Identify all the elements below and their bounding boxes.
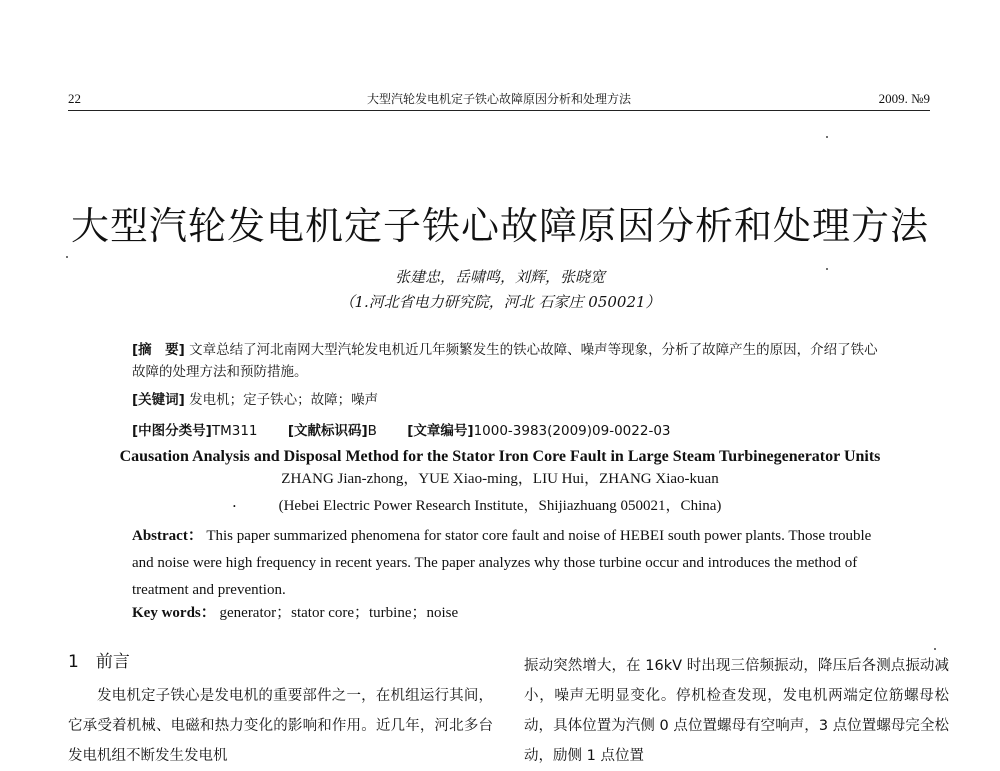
page-number: 22 (68, 91, 81, 106)
affiliation-cn: （1.河北省电力研究院，河北 石家庄 050021） (339, 293, 661, 311)
running-title: 大型汽轮发电机定子铁心故障原因分析和处理方法 (366, 92, 631, 106)
abstract-cn (132, 339, 882, 383)
scan-speck (826, 268, 828, 270)
keywords-cn-label: [关键词] (132, 392, 185, 408)
authors-cn: 张建忠，岳啸鸣，刘辉，张晓宽 (394, 268, 605, 286)
keywords-en (132, 602, 872, 624)
doc-code-value: B (367, 423, 377, 439)
body-column-left: 发电机定子铁心是发电机的重要部件之一，在机组运行其间，它承受着机械、电磁和热力变化的影响和作用。近几年，河北多台发电机组不断发生发电机 (68, 688, 493, 764)
keywords-cn (132, 389, 882, 411)
affiliation-en: (Hebei Electric Power Research Institute，Shijiazhuang 050021，China) (278, 498, 722, 514)
abstract-cn-label: [摘 要] (132, 342, 185, 358)
abstract-en-text: This paper summarized phenomena for stator core fault and noise of HEBEI south power plants. Those trouble and noise were high frequency in recent years. The paper analyzes why those turbine occur and introduces the method of treatment and prevention. (132, 528, 872, 598)
stray-mark: · (232, 497, 237, 515)
article-title-cn: 大型汽轮发电机定子铁心故障原因分析和处理方法 (70, 204, 929, 248)
section-heading-introduction: 1 前言 (68, 652, 130, 672)
keywords-en-label: Key words： (132, 605, 216, 621)
article-no-label: [文章编号] (407, 423, 474, 439)
article-no-value: 1000-3983(2009)09-0022-03 (473, 423, 671, 439)
keywords-en-text: generator；stator core；turbine；noise (219, 605, 459, 621)
classification-line (132, 420, 882, 442)
scan-speck (66, 256, 68, 258)
clc-label: [中图分类号] (132, 423, 212, 439)
clc-value: TM311 (211, 423, 258, 439)
issue-number: 2009. №9 (878, 91, 930, 106)
article-title-en: Causation Analysis and Disposal Method for the Stator Iron Core Fault in Large Steam Turbinegenerator Units (119, 448, 881, 465)
abstract-en (132, 523, 872, 604)
scan-speck (826, 136, 828, 138)
scan-speck (934, 648, 936, 650)
running-header (68, 88, 930, 111)
authors-en: ZHANG Jian-zhong，YUE Xiao-ming，LIU Hui，ZHANG Xiao-kuan (281, 471, 719, 487)
abstract-cn-text: 文章总结了河北南网大型汽轮发电机近几年频繁发生的铁心故障、噪声等现象，分析了故障产生的原因，介绍了铁心故障的处理方法和预防措施。 (132, 342, 878, 380)
abstract-en-label: Abstract： (132, 528, 203, 544)
doc-code-label: [文献标识码] (287, 423, 368, 439)
keywords-cn-text: 发电机；定子铁心；故障；噪声 (189, 392, 379, 408)
body-column-right: 振动突然增大，在 16kV 时出现三倍频振动，降压后各测点振动减小，噪声无明显变化。停机检查发现，发电机两端定位筋螺母松动，具体位置为汽侧 0 点位置螺母有空响声，3 点位置螺母完全松动，励侧 1 点位置 (524, 658, 949, 764)
